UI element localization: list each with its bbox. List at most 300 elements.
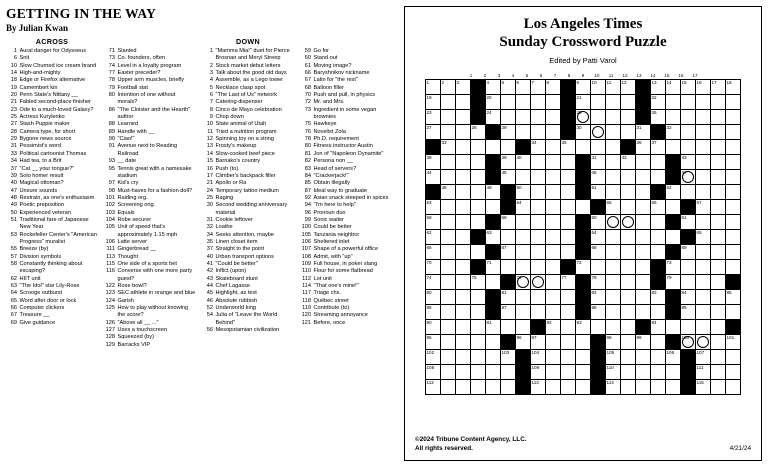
grid-cell[interactable] — [636, 245, 651, 260]
grid-cell[interactable] — [666, 230, 681, 245]
grid-cell[interactable] — [546, 125, 561, 140]
grid-cell[interactable] — [666, 110, 681, 125]
grid-cell[interactable] — [576, 200, 591, 215]
grid-cell[interactable] — [591, 80, 606, 95]
grid-cell[interactable] — [486, 200, 501, 215]
grid-cell[interactable] — [426, 215, 441, 230]
grid-cell[interactable] — [531, 290, 546, 305]
grid-cell[interactable] — [621, 80, 636, 95]
grid-cell[interactable] — [426, 290, 441, 305]
grid-cell[interactable] — [636, 350, 651, 365]
grid-cell[interactable] — [591, 290, 606, 305]
grid-cell[interactable] — [621, 335, 636, 350]
grid-cell[interactable] — [681, 290, 696, 305]
grid-cell[interactable] — [651, 80, 666, 95]
grid-cell[interactable] — [651, 350, 666, 365]
grid-cell[interactable] — [591, 320, 606, 335]
grid-cell[interactable] — [726, 200, 741, 215]
grid-cell[interactable] — [546, 110, 561, 125]
grid-cell[interactable] — [651, 95, 666, 110]
grid-cell[interactable] — [531, 215, 546, 230]
grid-cell[interactable] — [591, 185, 606, 200]
grid-cell[interactable] — [711, 320, 726, 335]
grid-cell[interactable] — [606, 335, 621, 350]
grid-cell[interactable] — [441, 260, 456, 275]
grid-cell[interactable] — [711, 110, 726, 125]
grid-cell[interactable] — [456, 260, 471, 275]
grid-cell[interactable] — [666, 80, 681, 95]
grid-cell[interactable] — [591, 215, 606, 230]
grid-cell[interactable] — [531, 125, 546, 140]
grid-cell[interactable] — [546, 365, 561, 380]
grid-cell[interactable] — [441, 380, 456, 395]
grid-cell[interactable] — [426, 335, 441, 350]
grid-cell[interactable] — [711, 200, 726, 215]
grid-cell[interactable] — [531, 110, 546, 125]
grid-cell[interactable] — [486, 110, 501, 125]
grid-cell[interactable] — [516, 200, 531, 215]
grid-cell[interactable] — [516, 110, 531, 125]
grid-cell[interactable] — [486, 80, 501, 95]
grid-cell[interactable] — [471, 200, 486, 215]
grid-cell[interactable] — [561, 275, 576, 290]
grid-cell[interactable] — [441, 245, 456, 260]
grid-cell[interactable] — [576, 80, 591, 95]
grid-cell[interactable] — [531, 170, 546, 185]
grid-cell[interactable] — [531, 245, 546, 260]
grid-cell[interactable] — [591, 260, 606, 275]
grid-cell[interactable] — [621, 200, 636, 215]
grid-cell[interactable] — [711, 335, 726, 350]
grid-cell[interactable] — [666, 125, 681, 140]
grid-cell[interactable] — [561, 200, 576, 215]
grid-cell[interactable] — [546, 290, 561, 305]
grid-cell[interactable] — [621, 185, 636, 200]
grid-cell[interactable] — [516, 155, 531, 170]
grid-cell[interactable] — [651, 200, 666, 215]
grid-cell[interactable] — [456, 230, 471, 245]
grid-cell[interactable] — [636, 230, 651, 245]
grid-cell[interactable] — [651, 335, 666, 350]
grid-cell[interactable] — [696, 290, 711, 305]
grid-cell[interactable] — [456, 290, 471, 305]
grid-cell[interactable] — [516, 170, 531, 185]
grid-cell[interactable] — [456, 155, 471, 170]
grid-cell[interactable] — [441, 95, 456, 110]
grid-cell[interactable] — [726, 350, 741, 365]
grid-cell[interactable] — [501, 245, 516, 260]
grid-cell[interactable] — [591, 155, 606, 170]
grid-cell[interactable] — [726, 95, 741, 110]
grid-cell[interactable] — [471, 305, 486, 320]
grid-cell[interactable] — [606, 215, 621, 230]
grid-cell[interactable] — [726, 215, 741, 230]
grid-cell[interactable] — [681, 155, 696, 170]
grid-cell[interactable] — [621, 380, 636, 395]
grid-cell[interactable] — [546, 230, 561, 245]
grid-cell[interactable] — [696, 140, 711, 155]
grid-cell[interactable] — [696, 245, 711, 260]
grid-cell[interactable] — [606, 200, 621, 215]
grid-cell[interactable] — [621, 320, 636, 335]
grid-cell[interactable] — [531, 80, 546, 95]
grid-cell[interactable] — [726, 170, 741, 185]
grid-cell[interactable] — [456, 95, 471, 110]
grid-cell[interactable] — [606, 170, 621, 185]
grid-cell[interactable] — [711, 95, 726, 110]
grid-cell[interactable] — [591, 125, 606, 140]
grid-cell[interactable] — [441, 305, 456, 320]
grid-cell[interactable] — [471, 245, 486, 260]
grid-cell[interactable] — [441, 230, 456, 245]
grid-cell[interactable] — [561, 335, 576, 350]
grid-cell[interactable] — [711, 275, 726, 290]
grid-cell[interactable] — [621, 365, 636, 380]
grid-cell[interactable] — [456, 215, 471, 230]
grid-cell[interactable] — [456, 320, 471, 335]
grid-cell[interactable] — [651, 170, 666, 185]
grid-cell[interactable] — [636, 170, 651, 185]
grid-cell[interactable] — [591, 275, 606, 290]
grid-cell[interactable] — [516, 245, 531, 260]
grid-cell[interactable] — [636, 185, 651, 200]
grid-cell[interactable] — [606, 380, 621, 395]
grid-cell[interactable] — [726, 230, 741, 245]
grid-cell[interactable] — [681, 305, 696, 320]
grid-cell[interactable] — [546, 200, 561, 215]
grid-cell[interactable] — [486, 365, 501, 380]
grid-cell[interactable] — [456, 365, 471, 380]
grid-cell[interactable] — [636, 260, 651, 275]
grid-cell[interactable] — [531, 185, 546, 200]
grid-cell[interactable] — [666, 380, 681, 395]
grid-cell[interactable] — [561, 380, 576, 395]
grid-cell[interactable] — [606, 245, 621, 260]
grid-cell[interactable] — [696, 335, 711, 350]
grid-cell[interactable] — [441, 290, 456, 305]
grid-cell[interactable] — [666, 185, 681, 200]
grid-cell[interactable] — [576, 350, 591, 365]
grid-cell[interactable] — [681, 110, 696, 125]
grid-cell[interactable] — [501, 305, 516, 320]
grid-cell[interactable] — [516, 305, 531, 320]
grid-cell[interactable] — [516, 185, 531, 200]
grid-cell[interactable] — [456, 140, 471, 155]
grid-cell[interactable] — [561, 170, 576, 185]
grid-cell[interactable] — [591, 95, 606, 110]
grid-cell[interactable] — [546, 335, 561, 350]
grid-cell[interactable] — [546, 95, 561, 110]
grid-cell[interactable] — [591, 245, 606, 260]
grid-cell[interactable] — [441, 350, 456, 365]
grid-cell[interactable] — [471, 185, 486, 200]
grid-cell[interactable] — [651, 140, 666, 155]
grid-cell[interactable] — [651, 290, 666, 305]
grid-cell[interactable] — [606, 95, 621, 110]
grid-cell[interactable] — [726, 245, 741, 260]
grid-cell[interactable] — [696, 350, 711, 365]
grid-cell[interactable] — [726, 155, 741, 170]
grid-cell[interactable] — [606, 350, 621, 365]
grid-cell[interactable] — [561, 305, 576, 320]
grid-cell[interactable] — [621, 95, 636, 110]
grid-cell[interactable] — [456, 275, 471, 290]
grid-cell[interactable] — [501, 230, 516, 245]
grid-cell[interactable] — [651, 365, 666, 380]
grid-cell[interactable] — [636, 200, 651, 215]
grid-cell[interactable] — [621, 215, 636, 230]
grid-cell[interactable] — [501, 80, 516, 95]
grid-cell[interactable] — [456, 380, 471, 395]
grid-cell[interactable] — [561, 365, 576, 380]
grid-cell[interactable] — [546, 380, 561, 395]
grid-cell[interactable] — [426, 125, 441, 140]
grid-cell[interactable] — [546, 260, 561, 275]
grid-cell[interactable] — [681, 170, 696, 185]
grid-cell[interactable] — [576, 95, 591, 110]
grid-cell[interactable] — [711, 380, 726, 395]
grid-cell[interactable] — [471, 290, 486, 305]
grid-cell[interactable] — [531, 155, 546, 170]
grid-cell[interactable] — [681, 335, 696, 350]
grid-cell[interactable] — [471, 335, 486, 350]
grid-cell[interactable] — [681, 245, 696, 260]
grid-cell[interactable] — [666, 260, 681, 275]
grid-cell[interactable] — [471, 155, 486, 170]
grid-cell[interactable] — [696, 110, 711, 125]
grid-cell[interactable] — [651, 110, 666, 125]
grid-cell[interactable] — [726, 110, 741, 125]
grid-cell[interactable] — [576, 125, 591, 140]
grid-cell[interactable] — [456, 350, 471, 365]
grid-cell[interactable] — [426, 80, 441, 95]
grid-cell[interactable] — [606, 275, 621, 290]
grid-cell[interactable] — [486, 185, 501, 200]
grid-cell[interactable] — [426, 350, 441, 365]
grid-cell[interactable] — [576, 365, 591, 380]
grid-cell[interactable] — [621, 290, 636, 305]
grid-cell[interactable] — [651, 380, 666, 395]
grid-cell[interactable] — [561, 320, 576, 335]
grid-cell[interactable] — [531, 305, 546, 320]
grid-cell[interactable] — [426, 380, 441, 395]
grid-cell[interactable] — [561, 140, 576, 155]
grid-cell[interactable] — [471, 365, 486, 380]
grid-cell[interactable] — [441, 80, 456, 95]
grid-cell[interactable] — [681, 320, 696, 335]
grid-cell[interactable] — [501, 380, 516, 395]
grid-cell[interactable] — [471, 140, 486, 155]
grid-cell[interactable] — [561, 185, 576, 200]
grid-cell[interactable] — [516, 125, 531, 140]
grid-cell[interactable] — [636, 140, 651, 155]
grid-cell[interactable] — [666, 350, 681, 365]
grid-cell[interactable] — [591, 170, 606, 185]
grid-cell[interactable] — [546, 155, 561, 170]
grid-cell[interactable] — [591, 140, 606, 155]
grid-cell[interactable] — [636, 215, 651, 230]
grid-cell[interactable] — [651, 320, 666, 335]
grid-cell[interactable] — [606, 290, 621, 305]
grid-cell[interactable] — [441, 110, 456, 125]
grid-cell[interactable] — [546, 80, 561, 95]
grid-cell[interactable] — [621, 275, 636, 290]
grid-cell[interactable] — [591, 110, 606, 125]
grid-cell[interactable] — [471, 350, 486, 365]
grid-cell[interactable] — [531, 335, 546, 350]
grid-cell[interactable] — [651, 245, 666, 260]
grid-cell[interactable] — [501, 290, 516, 305]
grid-cell[interactable] — [501, 125, 516, 140]
grid-cell[interactable] — [531, 95, 546, 110]
grid-cell[interactable] — [441, 170, 456, 185]
grid-cell[interactable] — [456, 185, 471, 200]
grid-cell[interactable] — [621, 230, 636, 245]
grid-cell[interactable] — [606, 155, 621, 170]
grid-cell[interactable] — [711, 230, 726, 245]
grid-cell[interactable] — [456, 170, 471, 185]
grid-cell[interactable] — [636, 380, 651, 395]
grid-cell[interactable] — [501, 350, 516, 365]
grid-cell[interactable] — [726, 290, 741, 305]
grid-cell[interactable] — [561, 245, 576, 260]
grid-cell[interactable] — [471, 170, 486, 185]
grid-cell[interactable] — [561, 230, 576, 245]
grid-cell[interactable] — [606, 305, 621, 320]
grid-cell[interactable] — [591, 230, 606, 245]
grid-cell[interactable] — [636, 125, 651, 140]
grid-cell[interactable] — [441, 155, 456, 170]
grid-cell[interactable] — [426, 365, 441, 380]
grid-cell[interactable] — [426, 155, 441, 170]
grid-cell[interactable] — [696, 200, 711, 215]
grid-cell[interactable] — [621, 125, 636, 140]
grid-cell[interactable] — [441, 365, 456, 380]
crossword-grid[interactable] — [425, 79, 741, 395]
grid-cell[interactable] — [426, 170, 441, 185]
grid-cell[interactable] — [621, 170, 636, 185]
grid-cell[interactable] — [726, 380, 741, 395]
grid-cell[interactable] — [636, 365, 651, 380]
grid-cell[interactable] — [666, 95, 681, 110]
grid-cell[interactable] — [516, 320, 531, 335]
grid-cell[interactable] — [696, 125, 711, 140]
grid-cell[interactable] — [516, 80, 531, 95]
grid-cell[interactable] — [441, 200, 456, 215]
grid-cell[interactable] — [546, 140, 561, 155]
grid-cell[interactable] — [696, 170, 711, 185]
grid-cell[interactable] — [696, 260, 711, 275]
grid-cell[interactable] — [606, 110, 621, 125]
grid-cell[interactable] — [501, 320, 516, 335]
grid-cell[interactable] — [711, 245, 726, 260]
grid-cell[interactable] — [696, 365, 711, 380]
grid-cell[interactable] — [486, 380, 501, 395]
grid-cell[interactable] — [441, 140, 456, 155]
grid-cell[interactable] — [696, 80, 711, 95]
grid-cell[interactable] — [531, 200, 546, 215]
grid-cell[interactable] — [486, 335, 501, 350]
grid-cell[interactable] — [711, 350, 726, 365]
grid-cell[interactable] — [531, 380, 546, 395]
grid-cell[interactable] — [456, 305, 471, 320]
grid-cell[interactable] — [726, 140, 741, 155]
grid-cell[interactable] — [486, 320, 501, 335]
grid-cell[interactable] — [636, 275, 651, 290]
grid-cell[interactable] — [441, 125, 456, 140]
grid-cell[interactable] — [696, 95, 711, 110]
grid-cell[interactable] — [426, 110, 441, 125]
grid-cell[interactable] — [606, 140, 621, 155]
grid-cell[interactable] — [486, 140, 501, 155]
grid-cell[interactable] — [681, 275, 696, 290]
grid-cell[interactable] — [621, 245, 636, 260]
grid-cell[interactable] — [561, 155, 576, 170]
grid-cell[interactable] — [681, 125, 696, 140]
grid-cell[interactable] — [666, 365, 681, 380]
grid-cell[interactable] — [651, 305, 666, 320]
grid-cell[interactable] — [606, 260, 621, 275]
grid-cell[interactable] — [456, 335, 471, 350]
grid-cell[interactable] — [696, 380, 711, 395]
grid-cell[interactable] — [426, 320, 441, 335]
grid-cell[interactable] — [666, 275, 681, 290]
grid-cell[interactable] — [711, 140, 726, 155]
grid-cell[interactable] — [711, 185, 726, 200]
grid-cell[interactable] — [531, 275, 546, 290]
grid-cell[interactable] — [501, 110, 516, 125]
grid-cell[interactable] — [456, 245, 471, 260]
grid-cell[interactable] — [441, 215, 456, 230]
grid-cell[interactable] — [711, 155, 726, 170]
grid-cell[interactable] — [516, 260, 531, 275]
grid-cell[interactable] — [606, 365, 621, 380]
grid-cell[interactable] — [516, 95, 531, 110]
grid-cell[interactable] — [591, 305, 606, 320]
grid-cell[interactable] — [711, 305, 726, 320]
grid-cell[interactable] — [696, 305, 711, 320]
grid-cell[interactable] — [426, 95, 441, 110]
grid-cell[interactable] — [546, 350, 561, 365]
grid-cell[interactable] — [561, 350, 576, 365]
grid-cell[interactable] — [456, 110, 471, 125]
grid-cell[interactable] — [531, 140, 546, 155]
grid-cell[interactable] — [696, 320, 711, 335]
grid-cell[interactable] — [651, 230, 666, 245]
grid-cell[interactable] — [441, 185, 456, 200]
grid-cell[interactable] — [696, 230, 711, 245]
grid-cell[interactable] — [546, 215, 561, 230]
grid-cell[interactable] — [471, 125, 486, 140]
grid-cell[interactable] — [711, 125, 726, 140]
grid-cell[interactable] — [516, 290, 531, 305]
grid-cell[interactable] — [426, 260, 441, 275]
grid-cell[interactable] — [711, 215, 726, 230]
grid-cell[interactable] — [546, 320, 561, 335]
grid-cell[interactable] — [546, 305, 561, 320]
grid-cell[interactable] — [501, 215, 516, 230]
grid-cell[interactable] — [531, 260, 546, 275]
grid-cell[interactable] — [516, 335, 531, 350]
grid-cell[interactable] — [666, 140, 681, 155]
grid-cell[interactable] — [576, 380, 591, 395]
grid-cell[interactable] — [561, 290, 576, 305]
grid-cell[interactable] — [561, 215, 576, 230]
grid-cell[interactable] — [681, 215, 696, 230]
grid-cell[interactable] — [711, 80, 726, 95]
grid-cell[interactable] — [666, 200, 681, 215]
grid-cell[interactable] — [681, 95, 696, 110]
